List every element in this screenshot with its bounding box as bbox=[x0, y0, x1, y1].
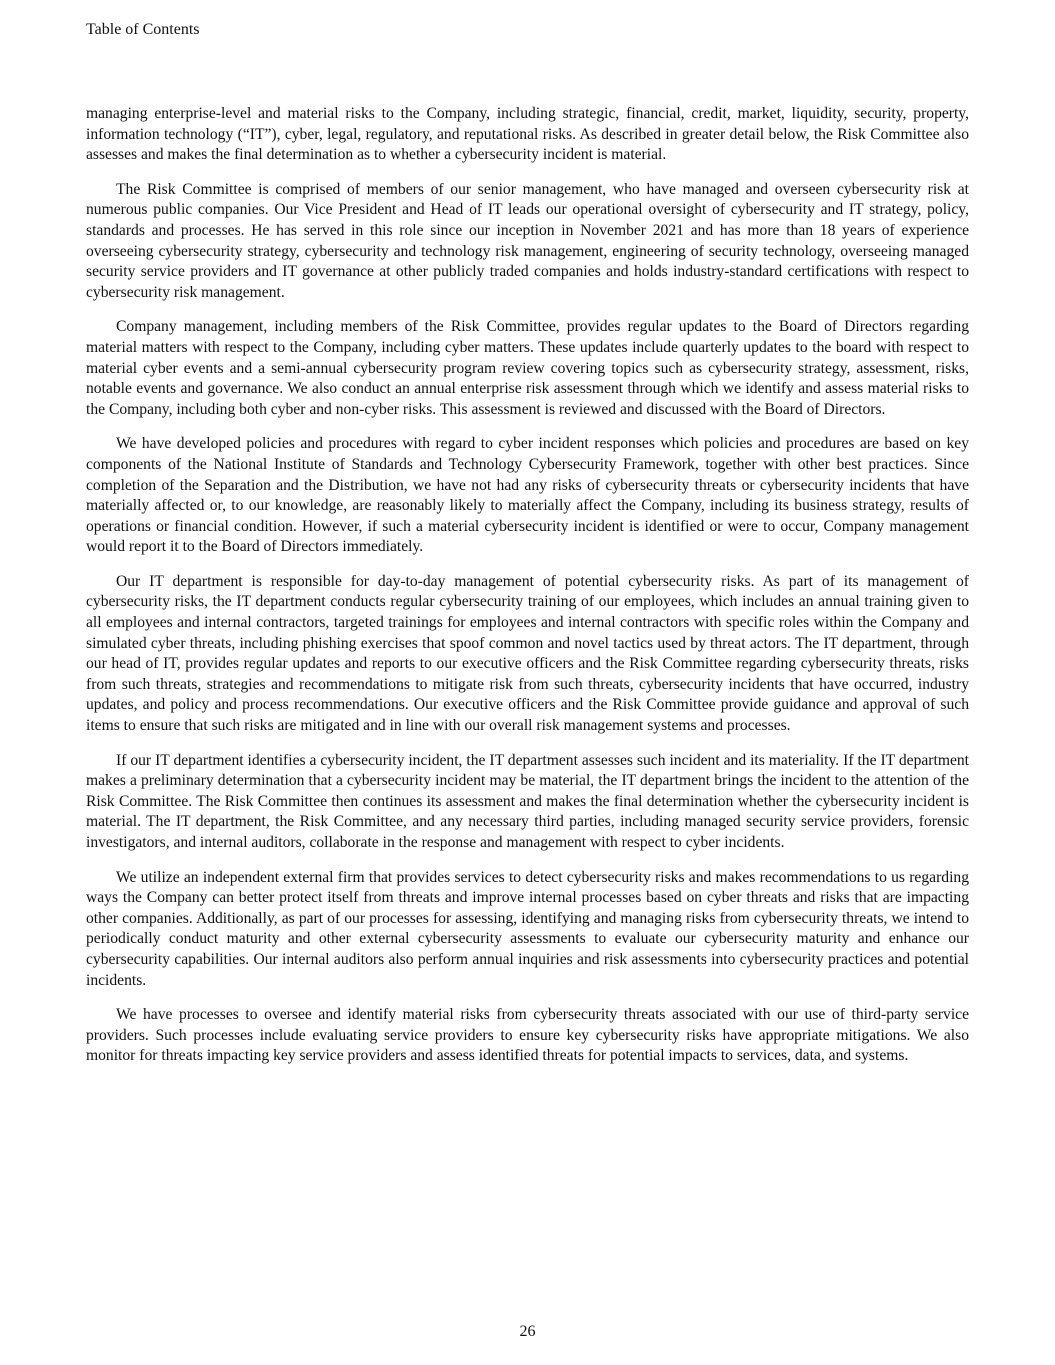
paragraph-risk-categories: managing enterprise-level and material risks to the Company, including strategic, financial, credit, market, liquidity, security, property, information technology (“IT”), cyber, legal, regulatory, and reputational risks. As described in greater detail below, the Risk Committee also assesses and makes the final determination as to whether a cybersecurity incident is material. bbox=[86, 105, 969, 164]
paragraph-third-party-providers: We have processes to oversee and identify material risks from cybersecurity threats associated with our use of third-party service providers. Such processes include evaluating service providers to ensure key cybersecurity risks have appropriate mitigations. We also monitor for threats impacting key service providers and assess identified threats for potential impacts to services, data, and systems. bbox=[86, 1006, 969, 1065]
table-of-contents-link[interactable]: Table of Contents bbox=[86, 21, 200, 38]
document-body bbox=[86, 104, 969, 1081]
page-number: 26 bbox=[519, 1323, 536, 1340]
paragraph-risk-committee-composition: The Risk Committee is comprised of members of our senior management, who have managed and overseen cybersecurity risk at numerous public companies. Our Vice President and Head of IT leads our operational oversight of cybersecurity and IT strategy, policy, standards and processes. He has served in this role since our inception in November 2021 and has more than 18 years of experience overseeing cybersecurity strategy, cybersecurity and technology risk management, engineering of security technology, overseeing managed security service providers and IT governance at other publicly traded companies and holds industry-standard certifications with respect to cybersecurity risk management. bbox=[86, 180, 969, 301]
paragraph-it-department-responsibilities: Our IT department is responsible for day-to-day management of potential cybersecurity risks. As part of its management of cybersecurity risks, the IT department conducts regular cybersecurity training of our employees, which includes an annual training given to all employees and internal contractors, targeted trainings for employees and internal contractors with specific roles within the Company and simulated cyber threats, including phishing exercises that spoof common and novel tactics used by threat actors. The IT department, through our head of IT, provides regular updates and reports to our executive officers and the Risk Committee regarding cybersecurity threats, risks from such threats, strategies and recommendations to mitigate risk from such threats, cybersecurity incidents that have occurred, industry updates, and policy and process recommendations. Our executive officers and the Risk Committee provide guidance and approval of such items to ensure that such risks are mitigated and in line with our overall risk management systems and processes. bbox=[86, 572, 969, 735]
paragraph-board-updates: Company management, including members of the Risk Committee, provides regular updates to the Board of Directors regarding material matters with respect to the Company, including cyber matters. These updates include quarterly updates to the board with respect to material cyber events and a semi-annual cybersecurity program review covering topics such as cybersecurity strategy, assessment, risks, notable events and governance. We also conduct an annual enterprise risk assessment through which we identify and assess material risks to the Company, including both cyber and non-cyber risks. This assessment is reviewed and discussed with the Board of Directors. bbox=[86, 318, 969, 418]
paragraph-incident-response-policies: We have developed policies and procedures with regard to cyber incident responses which policies and procedures are based on key components of the National Institute of Standards and Technology Cybersecurity Framework, together with other best practices. Since completion of the Separation and the Distribution, we have not had any risks of cybersecurity threats or cybersecurity incidents that have materially affected or, to our knowledge, are reasonably likely to materially affect the Company, including its business strategy, results of operations or financial condition. However, if such a material cybersecurity incident is identified or were to occur, Company management would report it to the Board of Directors immediately. bbox=[86, 435, 969, 556]
paragraph-incident-materiality-assessment: If our IT department identifies a cybersecurity incident, the IT department assesses such incident and its materiality. If the IT department makes a preliminary determination that a cybersecurity incident may be material, the IT department brings the incident to the attention of the Risk Committee. The Risk Committee then continues its assessment and makes the final determination whether the cybersecurity incident is material. The IT department, the Risk Committee, and any necessary third parties, including managed security service providers, forensic investigators, and internal auditors, collaborate in the response and management with respect to cyber incidents. bbox=[86, 751, 969, 851]
paragraph-external-firm: We utilize an independent external firm that provides services to detect cybersecurity risks and makes recommendations to us regarding ways the Company can better protect itself from threats and improve internal processes based on cyber threats and risks that are impacting other companies. Additionally, as part of our processes for assessing, identifying and managing risks from cybersecurity threats, we intend to periodically conduct maturity and other external cybersecurity assessments to evaluate our cybersecurity maturity and enhance our cybersecurity capabilities. Our internal auditors also perform annual inquiries and risk assessments into cybersecurity practices and potential incidents. bbox=[86, 868, 969, 989]
